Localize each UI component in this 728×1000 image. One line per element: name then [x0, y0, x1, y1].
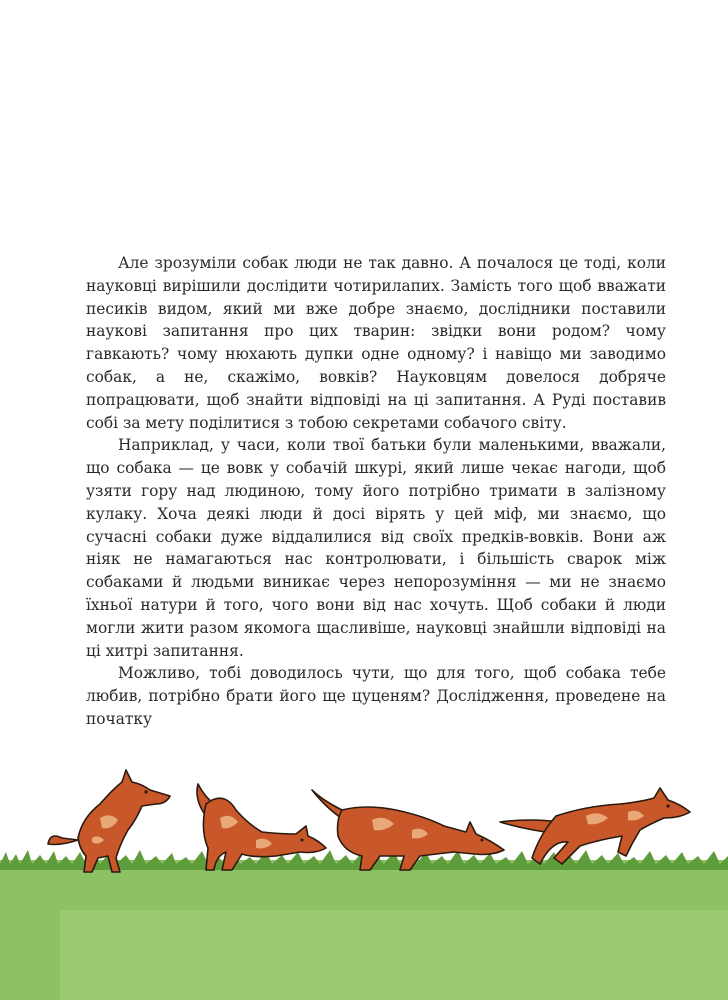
paragraph-2: Наприклад, у часи, коли твої батьки були маленькими, вважали, що собака — це вовк у собачій шкурі, який лише чекає нагоди, щоб узяти гору над людиною, тому його потрібно тримати в залізному кулаку. Хоча деякі люди й досі вірять у цей міф, ми знаємо, що сучасні собаки дуже віддалилися від своїх предків-вовків. Вони аж ніяк не намагаються нас контролювати, і більшість сварок між собаками й людьми виникає через непорозуміння — ми не знаємо їхньої натури й того, чого вони від нас хочуть. Щоб собаки й люди могли жити разом якомога щасливіше, науковці знайшли відповіді на ці хитрі запитання.	[86, 436, 666, 660]
paragraph-1: Але зрозуміли собак люди не так давно. А почалося це тоді, коли науковці вирішили дослідити чотирилапих. Замість того щоб вважати песиків видом, який ми вже добре знаємо, дослідники поставили наукові запитання про цих тварин: звідки вони родом? чому гавкають? чому нюхають дупки одне одному? і навіщо ми заводимо собак, а не, скажімо, вовків? Науковцям довелося добряче попрацювати, щоб знайти відповіді на ці запитання. А Руді поставив собі за мету поділитися з тобою секретами собачого світу.	[86, 254, 666, 432]
dog-play-bow	[197, 784, 326, 870]
dogs-illustration	[0, 760, 728, 1000]
body-text	[86, 252, 666, 731]
paragraph-3: Можливо, тобі доводилось чути, що для того, щоб собака тебе любив, потрібно брати його ще цуценям? Дослідження, проведене на початку	[86, 664, 666, 728]
dog-running	[500, 788, 690, 864]
grass-highlight	[60, 910, 728, 1000]
